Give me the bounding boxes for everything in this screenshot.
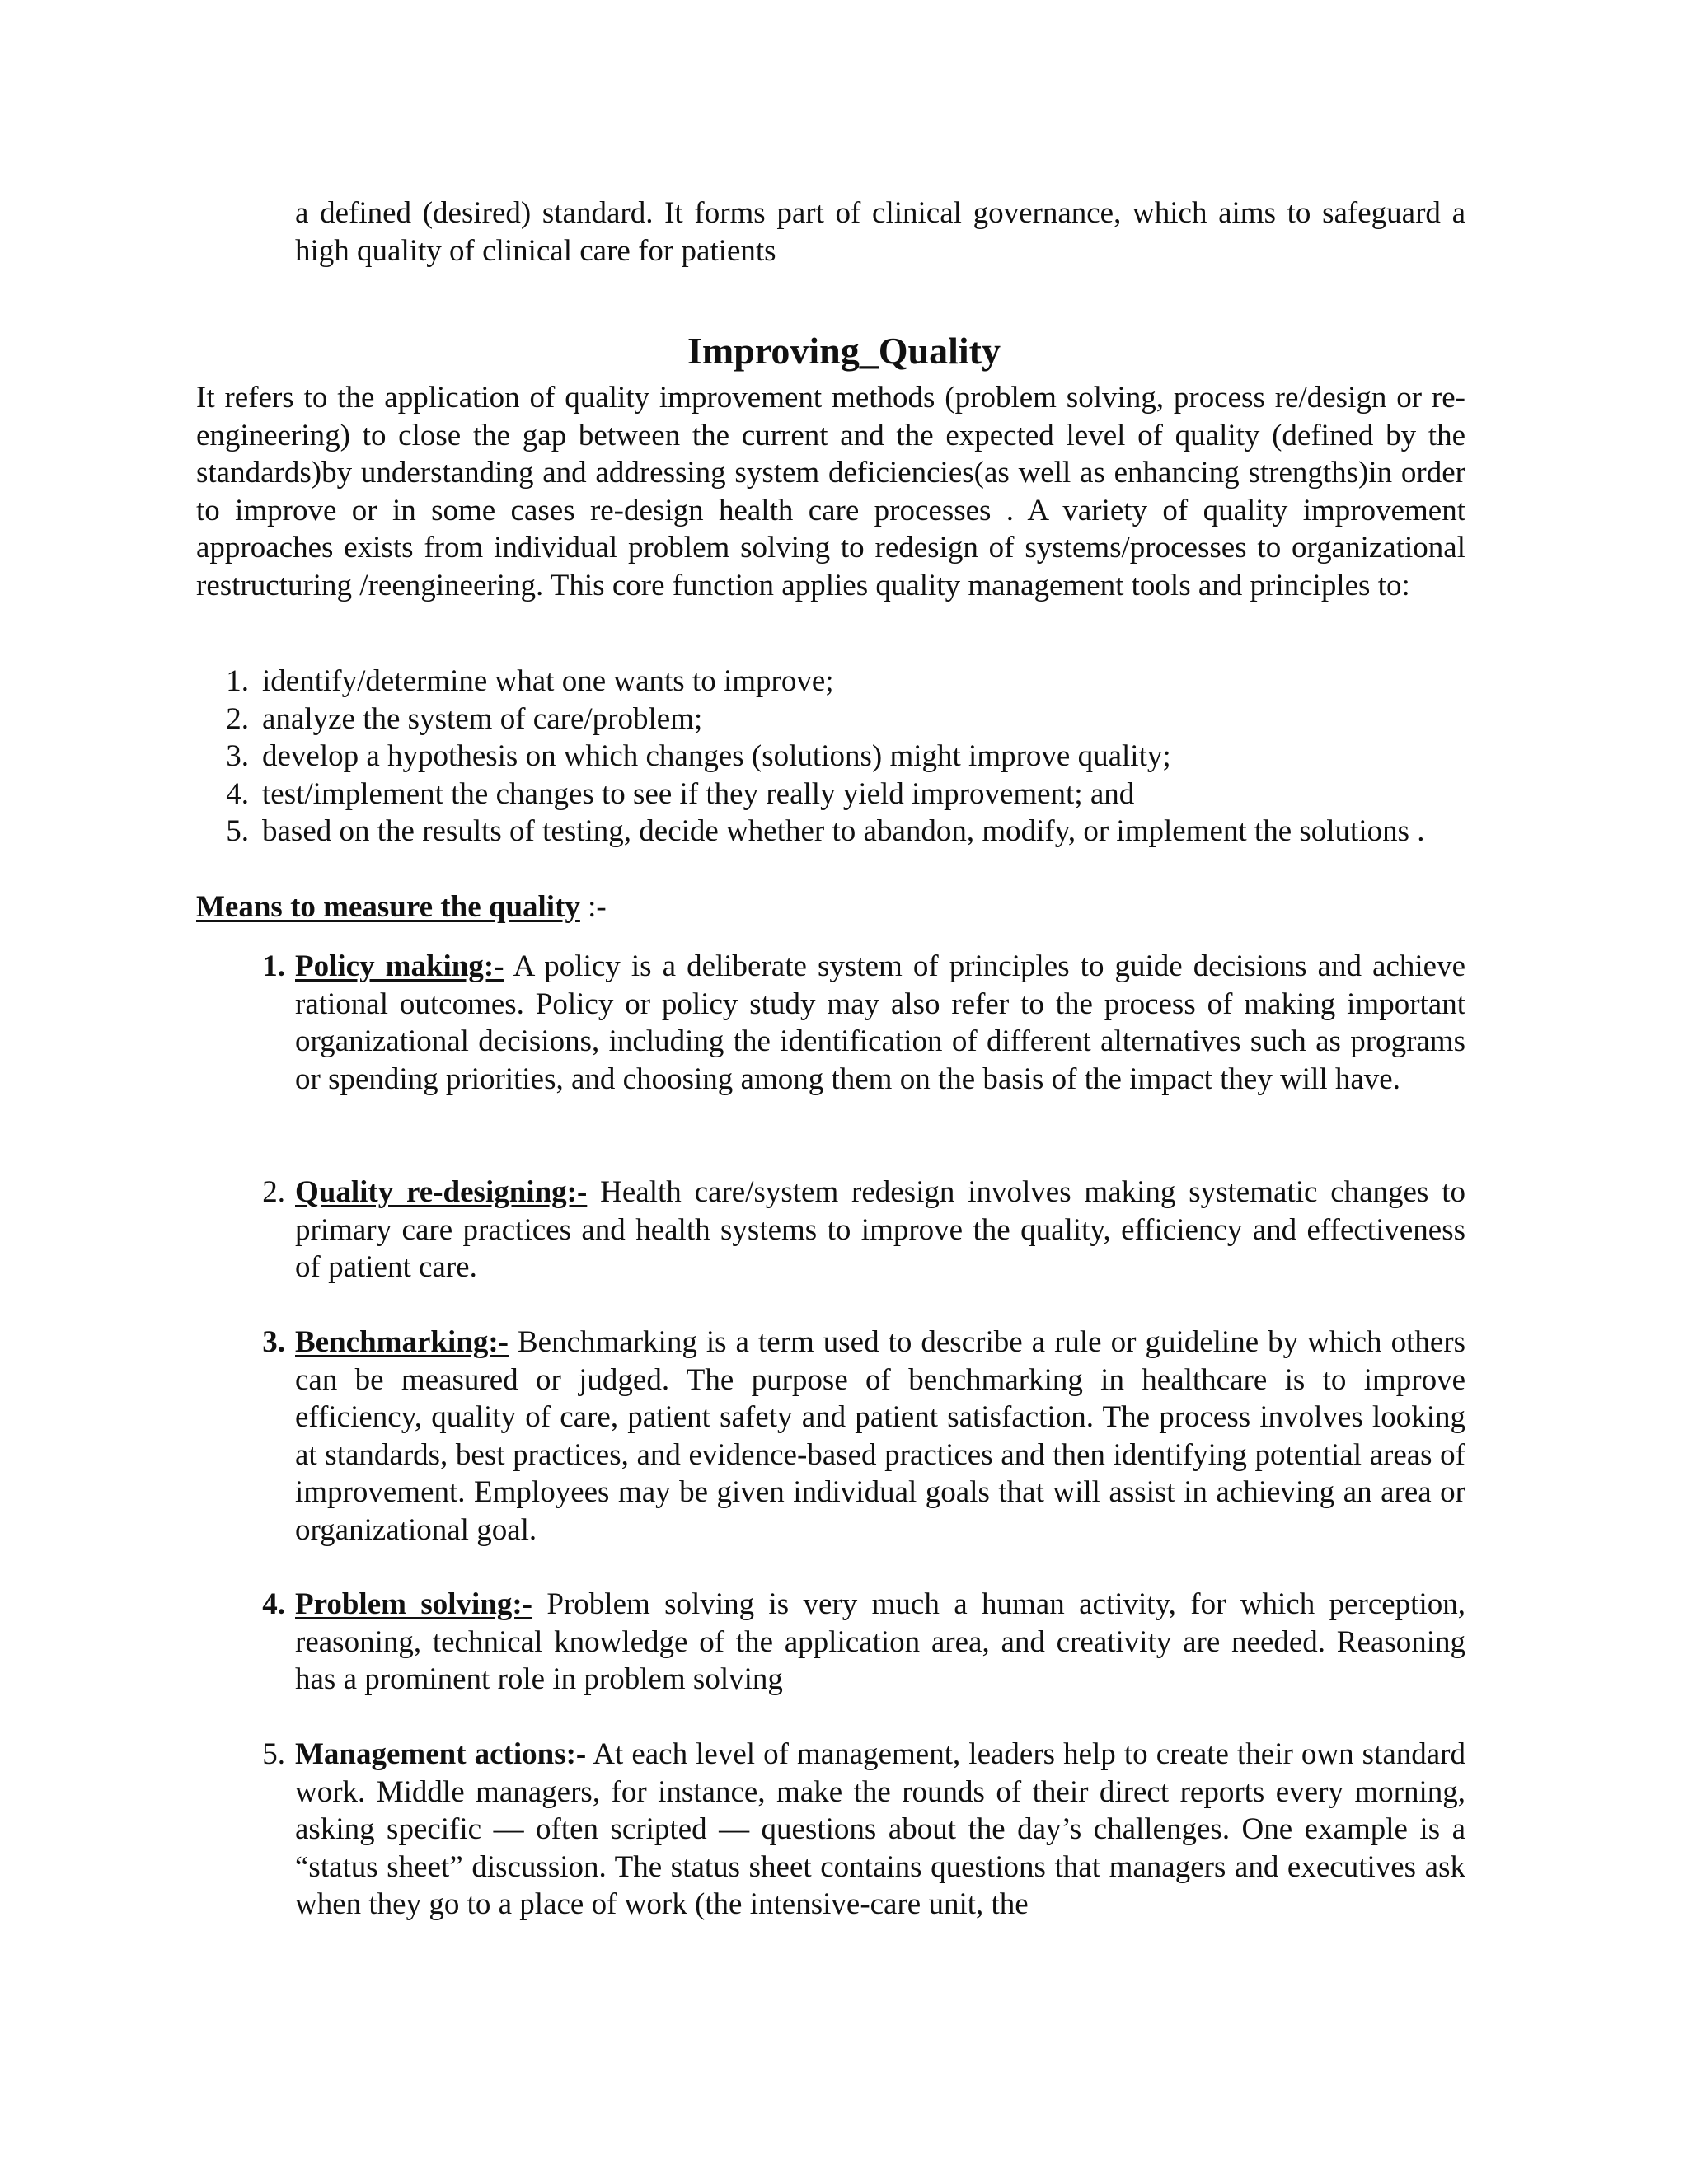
list-item-text: analyze the system of care/problem; (262, 701, 703, 736)
list-item (196, 701, 1465, 738)
list-item (196, 813, 1465, 851)
means-term: Benchmarking:- (295, 1325, 509, 1359)
means-number: 3. (262, 1325, 285, 1359)
means-term: Quality re-designing:- (295, 1175, 588, 1209)
list-item (196, 776, 1465, 813)
means-description: Problem solving is very much a human activity, for which perception, reasoning, technical knowledge of the application area, and creativity are needed. Reasoning has a prominent role in problem solving (295, 1587, 1465, 1696)
list-item-text: develop a hypothesis on which changes (solutions) might improve quality; (262, 739, 1171, 773)
intro-continuation: a defined (desired) standard. It forms part of clinical governance, which aims to safeguard a high quality of clinical care for patients (295, 196, 1465, 268)
means-number: 5. (262, 1737, 285, 1771)
means-item-policy-making (196, 948, 1465, 1098)
improvement-steps-list (196, 663, 1465, 851)
means-title-text: Means to measure the quality (196, 890, 580, 924)
means-term: Problem solving:- (295, 1587, 533, 1621)
means-number: 4. (262, 1587, 285, 1621)
means-number: 2. (262, 1175, 285, 1209)
definition-paragraph: It refers to the application of quality improvement methods (problem solving, process re/design or re-engineering) to close the gap between the current and the expected level of quality (defined by the standards)by understanding and addressing system deficiencies(as well as enhancing strengths)in order to improve or in some cases re-design health care processes . A variety of quality improvement approaches exists from individual problem solving to redesign of systems/processes to organizational restructuring /reengineering. This core function applies quality management tools and principles to: (196, 381, 1465, 602)
section-heading: Improving_Quality (687, 330, 1001, 372)
means-section-title (196, 888, 607, 926)
list-item-text: identify/determine what one wants to improve; (262, 664, 834, 698)
means-term: Management actions:- (295, 1737, 587, 1771)
means-description: Health care/system redesign involves making systematic changes to primary care practices and health systems to improve the quality, efficiency and effectiveness of patient care. (295, 1175, 1465, 1284)
list-number: 1. (226, 664, 249, 698)
list-number: 4. (226, 776, 249, 811)
list-item-text: based on the results of testing, decide whether to abandon, modify, or implement the solutions . (262, 814, 1425, 848)
means-number: 1. (262, 949, 285, 983)
means-description: Benchmarking is a term used to describe a rule or guideline by which others can be measured or judged. The purpose of benchmarking in healthcare is to improve efficiency, quality of care, patient safety and patient satisfaction. The process involves looking at standards, best practices, and evidence-based practices and then identifying potential areas of improvement. Employees may be given individual goals that will assist in achieving an area or organizational goal. (295, 1325, 1465, 1547)
list-number: 2. (226, 701, 249, 736)
means-item-management-actions (196, 1736, 1465, 1924)
means-title-suffix: :- (579, 890, 607, 924)
means-term: Policy making:- (295, 949, 504, 983)
list-number: 5. (226, 814, 249, 848)
list-item (196, 738, 1465, 776)
means-item-problem-solving (196, 1586, 1465, 1699)
means-description: A policy is a deliberate system of principles to guide decisions and achieve rational outcomes. Policy or policy study may also refer to the process of making important organizational decisions, including the identification of different alternatives such as programs or spending priorities, and choosing among them on the basis of the impact they will have. (295, 949, 1465, 1096)
list-number: 3. (226, 739, 249, 773)
means-item-benchmarking (196, 1324, 1465, 1549)
list-item-text: test/implement the changes to see if they really yield improvement; and (262, 776, 1135, 811)
means-item-quality-redesigning (196, 1174, 1465, 1286)
means-description: At each level of management, leaders help to create their own standard work. Middle managers, for instance, make the rounds of their direct reports every morning, asking specific — often scripted — questions about the day’s challenges. One example is a “status sheet” discussion. The status sheet contains questions that managers and executives ask when they go to a place of work (the intensive-care unit, the (295, 1737, 1465, 1921)
list-item (196, 663, 1465, 701)
